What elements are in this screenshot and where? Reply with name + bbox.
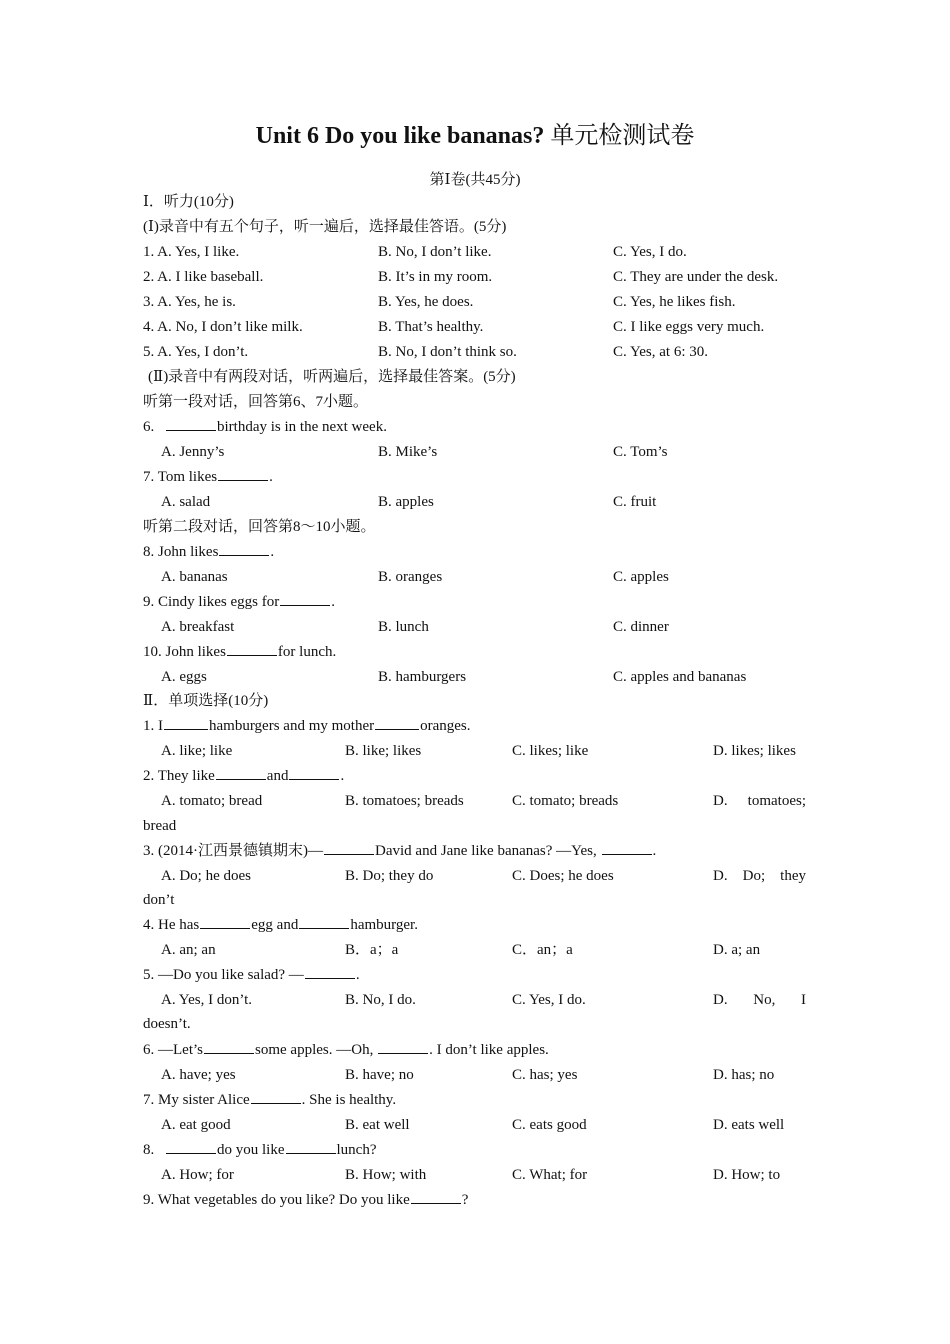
option-a: A. eggs — [161, 669, 207, 685]
question-row — [143, 241, 823, 263]
dialogue2-instructions: 听第二段对话，回答第8～10小题。 — [143, 519, 376, 535]
stem-text: . — [652, 843, 657, 859]
stem-text: 9. Cindy likes eggs for — [143, 594, 280, 610]
stem-text: . She is healthy. — [301, 1092, 397, 1108]
options-row — [161, 441, 761, 463]
option-a: A. salad — [161, 494, 211, 510]
option-text: tomatoes; — [747, 793, 806, 809]
stem-text: oranges. — [420, 718, 471, 734]
option-c: C. I like eggs very much. — [613, 319, 765, 335]
option-d-continuation: don’t — [143, 892, 175, 908]
option-text: I — [801, 992, 806, 1008]
option-b: B. Mike’s — [378, 444, 438, 460]
option-d-continuation: bread — [143, 818, 177, 834]
option-d — [713, 790, 806, 812]
answer-blank — [227, 642, 277, 656]
answer-blank — [289, 766, 339, 780]
option-d-continuation: doesn’t. — [143, 1016, 191, 1032]
question-stem — [143, 765, 344, 787]
question-stem — [143, 1139, 376, 1161]
options-row — [161, 1164, 811, 1186]
option-a: A. have; yes — [161, 1067, 236, 1083]
option-d: D. How; to — [713, 1167, 781, 1183]
option-c: C. apples — [613, 569, 669, 585]
answer-blank — [375, 716, 419, 730]
option-letter: D. — [713, 992, 728, 1008]
option-b: B. No, I don’t like. — [378, 244, 492, 260]
stem-text: do you like — [217, 1142, 285, 1158]
option-c: C. Yes, at 6: 30. — [613, 344, 709, 360]
stem-text: hamburger. — [350, 917, 418, 933]
answer-blank — [166, 417, 216, 431]
paper-section-subtitle: 第Ⅰ卷(共45分) — [429, 172, 521, 188]
stem-text: 1. I — [143, 718, 163, 734]
options-row — [161, 1114, 811, 1136]
option-letter: D. — [713, 868, 728, 884]
option-b: B. eat well — [345, 1117, 410, 1133]
options-row — [161, 491, 761, 513]
stem-text: some apples. —Oh, — [255, 1042, 374, 1058]
option-b: B. No, I don’t think so. — [378, 344, 517, 360]
answer-blank — [200, 915, 250, 929]
option-c: C. Yes, I do. — [512, 992, 586, 1008]
option-c: C. has; yes — [512, 1067, 578, 1083]
option-b: B．a；a — [345, 942, 399, 958]
option-c: C. Does; he does — [512, 868, 614, 884]
stem-text: 6. —Let’s — [143, 1042, 203, 1058]
option-c: C. likes; like — [512, 743, 589, 759]
question-stem — [143, 466, 273, 488]
option-b: B. That’s healthy. — [378, 319, 484, 335]
question-row — [143, 316, 823, 338]
question-stem — [143, 964, 360, 986]
option-d: D. likes; likes — [713, 743, 796, 759]
option-a: A. bananas — [161, 569, 228, 585]
stem-text: 10. John likes — [143, 644, 226, 660]
option-d: D. eats well — [713, 1117, 785, 1133]
question-number: 6. — [143, 419, 155, 435]
question-stem — [143, 591, 335, 613]
option-letter: D. — [713, 793, 728, 809]
options-row — [161, 566, 761, 588]
stem-text: 8. John likes — [143, 544, 219, 560]
stem-text: birthday is in the next week. — [217, 419, 387, 435]
option-b: B. apples — [378, 494, 434, 510]
option-c: C. What; for — [512, 1167, 588, 1183]
option-a: A. How; for — [161, 1167, 234, 1183]
question-row — [143, 291, 823, 313]
section-heading-multiple-choice: Ⅱ．单项选择(10分) — [143, 693, 269, 709]
option-a: A. like; like — [161, 743, 233, 759]
option-a: A. breakfast — [161, 619, 235, 635]
listening-part2-instructions: (Ⅱ)录音中有两段对话，听两遍后，选择最佳答案。(5分) — [148, 369, 516, 385]
stem-text: . — [355, 967, 360, 983]
answer-blank — [411, 1190, 461, 1204]
option-b: B. How; with — [345, 1167, 427, 1183]
option-text: Do; — [742, 868, 766, 884]
stem-text: hamburgers and my mother — [209, 718, 375, 734]
answer-blank — [378, 1040, 428, 1054]
stem-text: 7. Tom likes — [143, 469, 218, 485]
option-c: C. tomato; breads — [512, 793, 619, 809]
page-title — [0, 115, 950, 150]
question-stem — [143, 914, 418, 936]
option-a: 1. A. Yes, I like. — [143, 244, 240, 260]
stem-text: 7. My sister Alice — [143, 1092, 250, 1108]
answer-blank — [280, 592, 330, 606]
options-row — [161, 790, 811, 812]
option-b: B. Yes, he does. — [378, 294, 474, 310]
question-stem — [143, 1089, 396, 1111]
option-text: they — [780, 868, 806, 884]
answer-blank — [216, 766, 266, 780]
option-b: B. lunch — [378, 619, 429, 635]
answer-blank — [166, 1140, 216, 1154]
stem-text: . I don’t like apples. — [429, 1042, 549, 1058]
option-a: A. an; an — [161, 942, 216, 958]
option-b: B. oranges — [378, 569, 443, 585]
stem-text: 9. What vegetables do you like? Do you like — [143, 1192, 410, 1208]
option-a: A. Jenny’s — [161, 444, 225, 460]
option-a: A. eat good — [161, 1117, 231, 1133]
answer-blank — [324, 841, 374, 855]
option-b: B. It’s in my room. — [378, 269, 493, 285]
question-stem — [143, 715, 471, 737]
answer-blank — [218, 467, 268, 481]
option-text: No, — [753, 992, 776, 1008]
option-b: B. like; likes — [345, 743, 422, 759]
option-a: A. Yes, I don’t. — [161, 992, 252, 1008]
stem-text: lunch? — [336, 1142, 377, 1158]
stem-text: David and Jane like bananas? —Yes, — [375, 843, 597, 859]
options-row — [161, 740, 811, 762]
options-row — [161, 865, 811, 887]
answer-blank — [286, 1140, 336, 1154]
stem-text: . — [340, 768, 345, 784]
question-stem — [143, 840, 656, 862]
option-c: C. eats good — [512, 1117, 587, 1133]
options-row — [161, 939, 811, 961]
option-d — [713, 989, 806, 1011]
option-a: A. tomato; bread — [161, 793, 263, 809]
answer-blank — [204, 1040, 254, 1054]
option-c: C. They are under the desk. — [613, 269, 779, 285]
question-stem — [143, 541, 274, 563]
question-row — [143, 341, 823, 363]
question-row — [143, 266, 823, 288]
option-b: B. Do; they do — [345, 868, 434, 884]
stem-text: and — [266, 768, 289, 784]
option-b: B. No, I do. — [345, 992, 416, 1008]
stem-text: ? — [461, 1192, 469, 1208]
option-a: 2. A. I like baseball. — [143, 269, 264, 285]
option-c: C. Tom’s — [613, 444, 668, 460]
option-c: C．an；a — [512, 942, 573, 958]
option-d: D. a; an — [713, 942, 761, 958]
answer-blank — [164, 716, 208, 730]
stem-text: for lunch. — [277, 644, 337, 660]
stem-text: . — [270, 544, 275, 560]
stem-text: egg and — [251, 917, 299, 933]
option-a: 4. A. No, I don’t like milk. — [143, 319, 303, 335]
option-c: C. fruit — [613, 494, 657, 510]
question-number: 8. — [143, 1142, 155, 1158]
question-stem — [143, 641, 336, 663]
question-stem — [143, 416, 387, 438]
option-c: C. apples and bananas — [613, 669, 747, 685]
question-stem — [143, 1039, 549, 1061]
question-stem — [143, 1189, 468, 1211]
stem-text: 3. (2014·江西景德镇期末)— — [143, 843, 323, 859]
options-row — [161, 1064, 811, 1086]
options-row — [161, 989, 811, 1011]
option-a: 3. A. Yes, he is. — [143, 294, 236, 310]
answer-blank — [251, 1090, 301, 1104]
option-b: B. tomatoes; breads — [345, 793, 464, 809]
option-b: B. have; no — [345, 1067, 414, 1083]
answer-blank — [305, 965, 355, 979]
answer-blank — [602, 841, 652, 855]
options-row — [161, 616, 761, 638]
option-d — [713, 865, 806, 887]
stem-text: . — [269, 469, 273, 485]
answer-blank — [299, 915, 349, 929]
dialogue1-instructions: 听第一段对话，回答第6、7小题。 — [143, 394, 369, 410]
answer-blank — [219, 542, 269, 556]
stem-text: . — [331, 594, 335, 610]
stem-text: 2. They like — [143, 768, 215, 784]
stem-text: 4. He has — [143, 917, 200, 933]
option-d: D. has; no — [713, 1067, 775, 1083]
title-english: Unit 6 Do you like bananas? — [255, 123, 545, 149]
options-row — [161, 666, 761, 688]
option-c: C. Yes, I do. — [613, 244, 687, 260]
option-a: 5. A. Yes, I don’t. — [143, 344, 249, 360]
option-a: A. Do; he does — [161, 868, 251, 884]
option-b: B. hamburgers — [378, 669, 467, 685]
option-c: C. Yes, he likes fish. — [613, 294, 736, 310]
option-c: C. dinner — [613, 619, 669, 635]
section-heading-listening: Ⅰ．听力(10分) — [143, 194, 234, 210]
title-chinese: 单元检测试卷 — [550, 123, 695, 149]
listening-part1-instructions: (Ⅰ)录音中有五个句子，听一遍后，选择最佳答语。(5分) — [143, 219, 507, 235]
stem-text: 5. —Do you like salad? — — [143, 967, 304, 983]
